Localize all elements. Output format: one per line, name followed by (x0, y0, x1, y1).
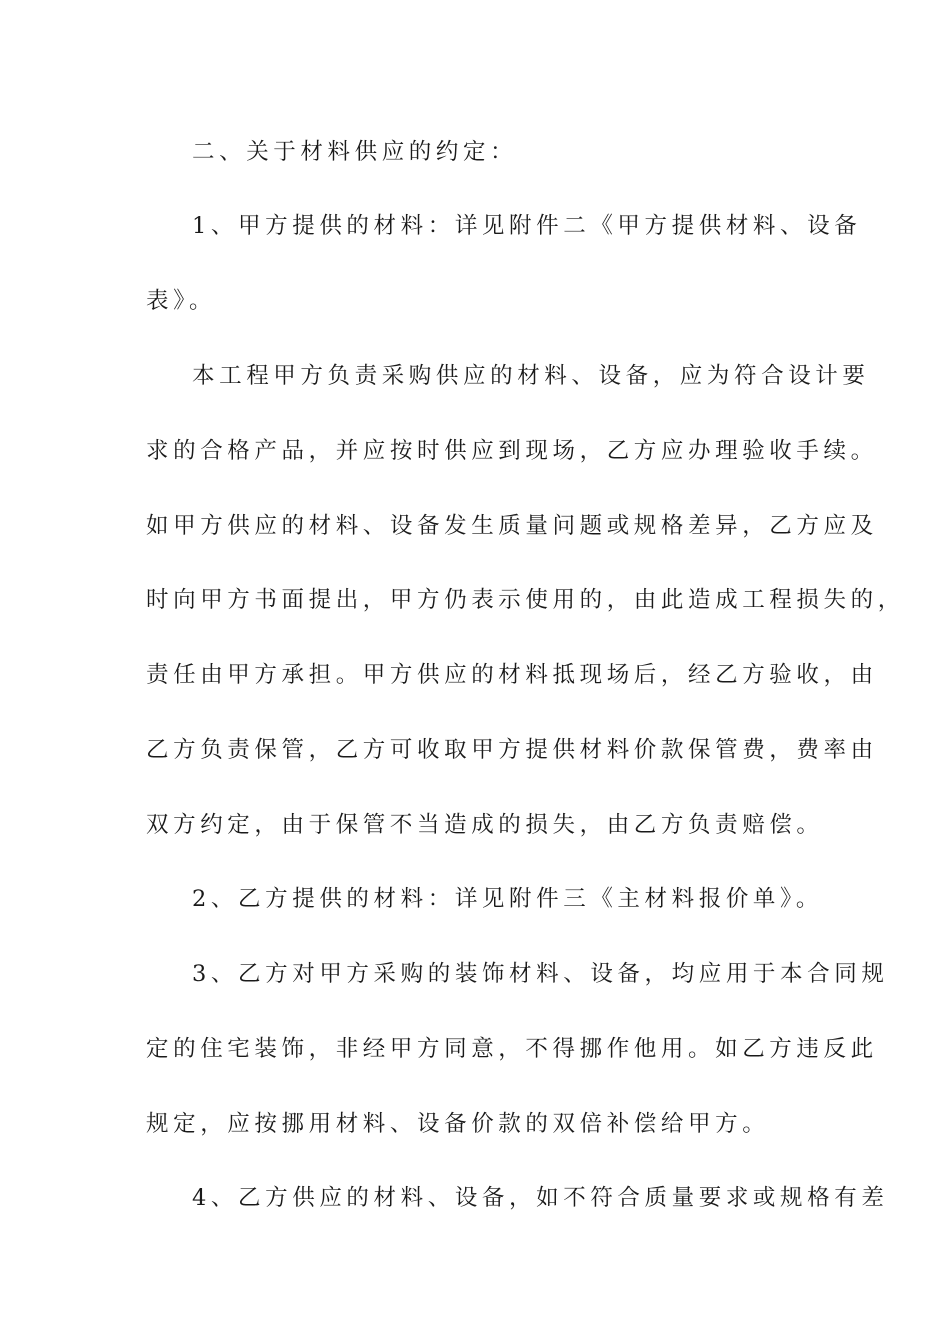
paragraph-line: 定的住宅装饰，非经甲方同意，不得挪作他用。如乙方违反此 (146, 1036, 878, 1062)
paragraph-line: 求的合格产品，并应按时供应到现场，乙方应办理验收手续。 (146, 438, 878, 464)
paragraph-line: 表》。 (146, 288, 217, 314)
paragraph-line: 本工程甲方负责采购供应的材料、设备，应为符合设计要 (192, 363, 870, 389)
paragraph-line: 2、乙方提供的材料：详见附件三《主材料报价单》。 (192, 886, 823, 912)
paragraph-line: 双方约定，由于保管不当造成的损失，由乙方负责赔偿。 (146, 812, 824, 838)
paragraph-line: 如甲方供应的材料、设备发生质量问题或规格差异，乙方应及 (146, 513, 878, 539)
paragraph-line: 4、乙方供应的材料、设备，如不符合质量要求或规格有差 (192, 1185, 889, 1211)
paragraph-line: 乙方负责保管，乙方可收取甲方提供材料价款保管费，费率由 (146, 737, 878, 763)
paragraph-line: 责任由甲方承担。甲方供应的材料抵现场后，经乙方验收，由 (146, 662, 878, 688)
paragraph-line: 规定，应按挪用材料、设备价款的双倍补偿给甲方。 (146, 1111, 770, 1137)
section-heading: 二、关于材料供应的约定： (192, 139, 518, 165)
paragraph-line: 3、乙方对甲方采购的装饰材料、设备，均应用于本合同规 (192, 961, 889, 987)
paragraph-line: 1、甲方提供的材料：详见附件二《甲方提供材料、设备 (192, 213, 862, 239)
paragraph-line: 时向甲方书面提出，甲方仍表示使用的，由此造成工程损失的， (146, 587, 905, 613)
